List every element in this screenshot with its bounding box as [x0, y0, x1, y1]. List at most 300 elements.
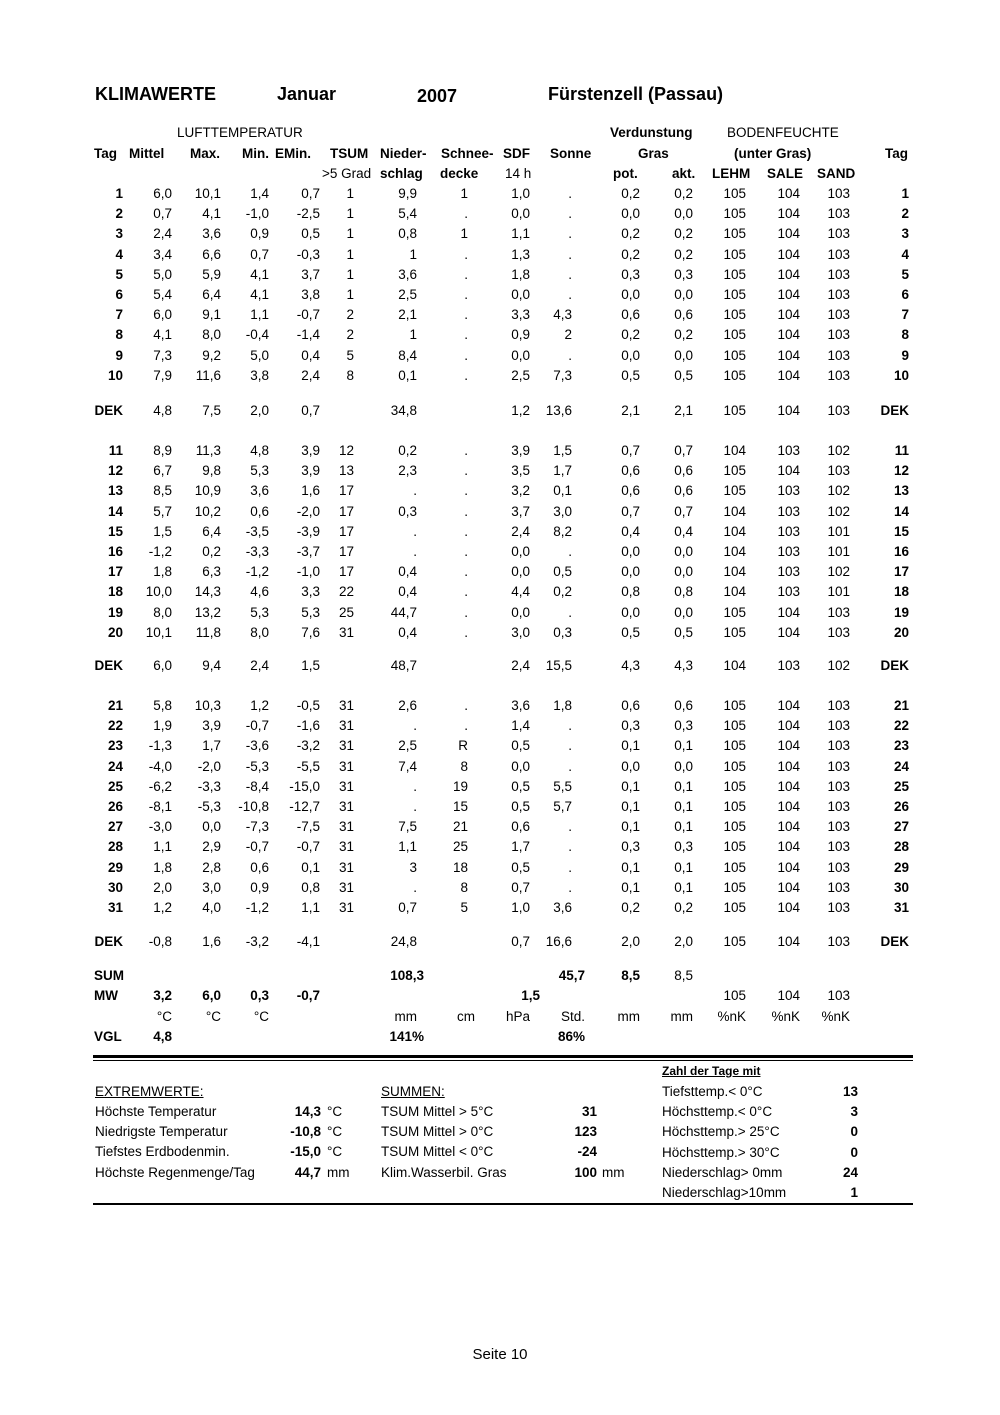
cell-max: 10,1	[194, 186, 221, 201]
cell-sonne: .	[568, 859, 572, 875]
cell-lehm: 104	[723, 503, 746, 519]
cell-tsum: 31	[338, 738, 354, 754]
cell-tag: 16	[107, 544, 123, 559]
vgl-nieder: 141%	[389, 1029, 424, 1044]
cell-nieder: 1	[409, 246, 417, 262]
cell-max: 10,9	[194, 483, 221, 499]
cell-nieder: 1	[409, 327, 417, 343]
tage-value: 1	[850, 1185, 858, 1200]
cell-min: -0,7	[245, 839, 269, 855]
cell-sdf: 3,9	[511, 443, 530, 458]
cell-pot: 4,3	[621, 658, 640, 673]
cell-tag-right: 20	[893, 624, 909, 640]
cell-tag: DEK	[94, 934, 123, 949]
cell-sonne: 5,7	[553, 799, 572, 814]
cell-sonne: 13,6	[545, 403, 572, 418]
cell-min: 3,8	[250, 367, 269, 383]
cell-mittel: 4,1	[153, 327, 172, 343]
cell-emin: -0,7	[296, 839, 320, 855]
cell-tag: 8	[115, 327, 123, 343]
cell-max: -2,0	[197, 758, 221, 774]
cell-akt: 0,2	[674, 327, 693, 343]
cell-tag-right: 26	[893, 799, 909, 814]
cell-sale: 104	[777, 900, 800, 915]
unit-min: °C	[253, 1009, 269, 1024]
cell-min: 0,7	[250, 246, 269, 262]
cell-sale: 104	[777, 327, 800, 343]
cell-lehm: 105	[723, 206, 746, 222]
cell-tsum: 31	[338, 698, 354, 713]
cell-sonne: 0,3	[553, 624, 572, 640]
cell-tag-right: 25	[893, 778, 909, 794]
cell-schnee: 8	[460, 879, 468, 895]
cell-max: 10,2	[194, 503, 221, 519]
cell-nieder: 8,4	[398, 347, 417, 363]
cell-max: 8,0	[202, 327, 221, 343]
cell-nieder: 1,1	[398, 839, 417, 855]
cell-emin: -3,2	[296, 738, 320, 754]
cell-tag-right: 8	[901, 327, 909, 343]
cell-schnee: .	[464, 718, 468, 734]
cell-sonne: 0,1	[553, 483, 572, 499]
cell-sand: 103	[827, 347, 850, 363]
cell-akt: 0,5	[674, 624, 693, 640]
cell-nieder: 7,4	[398, 758, 417, 774]
header-nieder-sub: schlag	[380, 166, 423, 181]
cell-mittel: -6,2	[148, 778, 172, 794]
cell-lehm: 104	[723, 658, 746, 673]
cell-mittel: -3,0	[148, 819, 172, 835]
cell-akt: 0,7	[674, 443, 693, 458]
cell-tag-right: 29	[893, 859, 909, 875]
cell-tag-right: 7	[901, 307, 909, 323]
cell-nieder: 0,2	[398, 443, 417, 458]
cell-pot: 0,3	[621, 839, 640, 855]
cell-sonne: .	[568, 604, 572, 620]
cell-tag: 17	[107, 564, 123, 580]
header-pot: pot.	[613, 166, 638, 181]
cell-sonne: .	[568, 206, 572, 222]
cell-tsum: 1	[346, 246, 354, 262]
cell-sale: 103	[777, 584, 800, 600]
tage-title: Zahl der Tage mit	[662, 1064, 761, 1078]
cell-akt: 0,0	[674, 564, 693, 580]
cell-tag-right: 27	[893, 819, 909, 835]
cell-sand: 101	[827, 584, 850, 600]
sum-akt: 8,5	[674, 968, 693, 983]
cell-sonne: .	[568, 758, 572, 774]
cell-emin: 7,6	[301, 624, 320, 640]
cell-lehm: 105	[723, 463, 746, 479]
cell-pot: 0,1	[621, 799, 640, 814]
header-sand: SAND	[817, 166, 856, 181]
cell-sand: 103	[827, 327, 850, 343]
unit-sand: %nK	[821, 1009, 850, 1024]
cell-sale: 104	[777, 287, 800, 302]
mw-sdf: 1,5	[521, 988, 540, 1003]
cell-sale: 103	[777, 483, 800, 499]
cell-sand: 103	[827, 604, 850, 620]
cell-mittel: -1,3	[148, 738, 172, 754]
cell-min: 1,1	[250, 307, 269, 323]
tage-label: Niederschlag> 0mm	[662, 1164, 783, 1180]
cell-mittel: 2,4	[153, 226, 172, 242]
header-sale: SALE	[767, 166, 804, 181]
cell-min: 4,8	[250, 443, 269, 458]
cell-akt: 0,2	[674, 246, 693, 262]
cell-min: -1,2	[245, 900, 269, 915]
cell-max: 1,7	[202, 738, 221, 754]
cell-tsum: 17	[338, 523, 354, 539]
summen-value: 123	[574, 1124, 597, 1140]
cell-sale: 103	[777, 658, 800, 673]
cell-mittel: 1,5	[153, 523, 172, 539]
sum-label: SUM	[94, 968, 124, 983]
cell-lehm: 105	[723, 839, 746, 855]
cell-tag-right: DEK	[880, 658, 909, 673]
cell-sdf: 1,0	[511, 186, 530, 201]
mw-emin: -0,7	[296, 988, 320, 1003]
cell-tag: 15	[107, 523, 123, 539]
cell-sdf: 2,5	[511, 367, 530, 383]
cell-pot: 0,1	[621, 879, 640, 895]
cell-sonne: 15,5	[545, 658, 572, 673]
cell-emin: -15,0	[289, 778, 320, 794]
cell-pot: 0,3	[621, 266, 640, 282]
divider-rule-thin	[93, 1060, 913, 1061]
cell-schnee: 19	[452, 778, 468, 794]
cell-sale: 104	[777, 799, 800, 814]
cell-emin: -0,7	[296, 307, 320, 323]
cell-sdf: 1,1	[511, 226, 530, 242]
cell-pot: 0,1	[621, 819, 640, 835]
cell-nieder: 3	[409, 859, 417, 875]
cell-sale: 103	[777, 544, 800, 559]
cell-nieder: 9,9	[398, 186, 417, 201]
cell-sand: 103	[827, 738, 850, 754]
cell-max: 4,0	[202, 900, 221, 915]
cell-tsum: 13	[338, 463, 354, 479]
cell-min: 5,3	[250, 604, 269, 620]
cell-sdf: 1,7	[511, 839, 530, 855]
cell-akt: 0,1	[674, 859, 693, 875]
cell-emin: -1,6	[296, 718, 320, 734]
cell-tag-right: 1	[901, 186, 909, 201]
cell-pot: 0,1	[621, 859, 640, 875]
header-tsum-sub: >5 Grad	[322, 166, 372, 181]
cell-max: 6,4	[202, 287, 221, 302]
cell-nieder: 0,7	[398, 900, 417, 915]
cell-mittel: -0,8	[148, 934, 172, 949]
cell-emin: -7,5	[296, 819, 320, 835]
unit-pot: mm	[617, 1009, 640, 1024]
cell-schnee: .	[464, 503, 468, 519]
cell-emin: -2,5	[296, 206, 320, 222]
cell-sand: 103	[827, 718, 850, 734]
cell-min: -3,2	[245, 934, 269, 949]
cell-pot: 0,2	[621, 226, 640, 242]
cell-pot: 0,8	[621, 584, 640, 600]
cell-akt: 0,1	[674, 738, 693, 754]
cell-schnee: 21	[452, 819, 468, 835]
cell-pot: 0,0	[621, 287, 640, 302]
cell-sand: 103	[827, 403, 850, 418]
cell-emin: 0,5	[301, 226, 320, 242]
header-tag-right: Tag	[885, 146, 908, 161]
cell-sand: 103	[827, 206, 850, 222]
cell-pot: 0,3	[621, 718, 640, 734]
cell-min: 5,0	[250, 347, 269, 363]
cell-sale: 104	[777, 604, 800, 620]
tage-value: 24	[842, 1164, 858, 1180]
cell-mittel: 8,0	[153, 604, 172, 620]
cell-emin: 5,3	[301, 604, 320, 620]
cell-emin: 1,5	[301, 658, 320, 673]
cell-tsum: 22	[338, 584, 354, 600]
cell-max: 3,6	[202, 226, 221, 242]
extremwert-value: -10,8	[290, 1124, 321, 1140]
cell-emin: -5,5	[296, 758, 320, 774]
cell-tag: DEK	[94, 658, 123, 673]
unit-lehm: %nK	[717, 1009, 746, 1024]
cell-sale: 104	[777, 624, 800, 640]
cell-nieder: .	[413, 523, 417, 539]
cell-sdf: 4,4	[511, 584, 530, 600]
cell-tsum: 31	[338, 839, 354, 855]
cell-tag: 7	[115, 307, 123, 323]
cell-sale: 104	[777, 463, 800, 479]
summen-value: 100	[574, 1164, 597, 1180]
cell-pot: 0,0	[621, 604, 640, 620]
cell-pot: 0,6	[621, 307, 640, 323]
vgl-sonne: 86%	[557, 1029, 585, 1044]
cell-tag: DEK	[94, 403, 123, 418]
cell-emin: 1,1	[301, 900, 320, 915]
cell-lehm: 105	[723, 799, 746, 814]
extremwert-value: 44,7	[294, 1164, 321, 1180]
unit-nieder: mm	[394, 1009, 417, 1024]
cell-sale: 103	[777, 564, 800, 580]
unit-schnee: cm	[457, 1009, 475, 1024]
cell-max: 9,1	[202, 307, 221, 323]
sum-nieder: 108,3	[390, 968, 424, 983]
cell-max: -5,3	[197, 799, 221, 814]
mw-lehm: 105	[723, 988, 746, 1003]
extremwert-label: Höchste Temperatur	[95, 1104, 217, 1119]
mw-max: 6,0	[202, 988, 221, 1003]
cell-pot: 2,1	[621, 403, 640, 418]
cell-sonne: 2	[564, 327, 572, 343]
cell-pot: 0,7	[621, 503, 640, 519]
cell-pot: 0,0	[621, 758, 640, 774]
cell-sand: 103	[827, 246, 850, 262]
cell-lehm: 105	[723, 819, 746, 835]
cell-pot: 2,0	[621, 934, 640, 949]
cell-sale: 104	[777, 758, 800, 774]
cell-nieder: 0,4	[398, 564, 417, 580]
unit-mittel: °C	[156, 1009, 172, 1024]
cell-emin: -3,7	[296, 544, 320, 559]
cell-max: 11,3	[195, 443, 221, 458]
cell-mittel: 1,8	[153, 564, 172, 580]
cell-sdf: 3,0	[511, 624, 530, 640]
cell-schnee: 18	[452, 859, 468, 875]
cell-sdf: 0,7	[511, 879, 530, 895]
cell-emin: 0,1	[301, 859, 320, 875]
month-label: Januar	[277, 84, 337, 104]
cell-schnee: .	[464, 698, 468, 713]
cell-tag-right: 28	[893, 839, 909, 855]
unit-sale: %nK	[771, 1009, 800, 1024]
cell-tag-right: 9	[901, 347, 909, 363]
cell-nieder: .	[413, 483, 417, 499]
cell-schnee: .	[464, 463, 468, 479]
cell-schnee: 8	[460, 758, 468, 774]
header-max: Max.	[190, 146, 221, 161]
cell-schnee: .	[464, 523, 468, 539]
cell-nieder: .	[413, 879, 417, 895]
cell-min: 4,1	[250, 287, 269, 302]
unit-akt: mm	[670, 1009, 693, 1024]
cell-akt: 0,6	[674, 483, 693, 499]
cell-mittel: 10,1	[145, 624, 172, 640]
cell-nieder: 24,8	[390, 934, 417, 949]
extremwert-unit: °C	[327, 1124, 343, 1140]
cell-tag: 31	[107, 900, 123, 915]
cell-lehm: 105	[723, 758, 746, 774]
cell-sdf: 1,4	[511, 718, 530, 734]
summen-label: TSUM Mittel > 0°C	[381, 1124, 494, 1140]
cell-tsum: 2	[346, 307, 354, 323]
cell-pot: 0,2	[621, 186, 640, 201]
cell-min: 4,6	[250, 584, 269, 600]
cell-lehm: 104	[723, 443, 746, 458]
cell-min: -5,3	[245, 758, 269, 774]
cell-tag-right: 24	[893, 758, 909, 774]
cell-sand: 102	[827, 443, 850, 458]
cell-tag: 19	[107, 604, 123, 620]
cell-sand: 102	[827, 564, 850, 580]
cell-sand: 103	[827, 758, 850, 774]
cell-sale: 104	[777, 347, 800, 363]
extremwert-label: Höchste Regenmenge/Tag	[95, 1164, 255, 1180]
cell-min: 0,6	[250, 859, 269, 875]
cell-lehm: 105	[723, 778, 746, 794]
cell-schnee: .	[464, 367, 468, 383]
cell-sonne: 5,5	[553, 778, 572, 794]
cell-tag: 1	[115, 186, 123, 201]
cell-max: 9,4	[202, 658, 221, 673]
cell-sale: 104	[777, 859, 800, 875]
cell-sdf: 0,7	[511, 934, 530, 949]
cell-max: 11,6	[195, 367, 221, 383]
cell-tag-right: 16	[893, 544, 909, 559]
cell-mittel: -8,1	[148, 799, 172, 814]
cell-lehm: 105	[723, 698, 746, 713]
cell-lehm: 105	[723, 879, 746, 895]
cell-sand: 103	[827, 307, 850, 323]
cell-akt: 2,0	[674, 934, 693, 949]
mw-min: 0,3	[250, 988, 269, 1003]
cell-sonne: .	[568, 718, 572, 734]
cell-min: 0,6	[250, 503, 269, 519]
header-verdunstung: Verdunstung	[610, 125, 693, 140]
cell-mittel: 1,9	[153, 718, 172, 734]
tage-value: 0	[850, 1124, 858, 1140]
cell-emin: -0,3	[296, 246, 320, 262]
cell-pot: 0,1	[621, 778, 640, 794]
cell-tsum: 17	[338, 483, 354, 499]
cell-max: 0,0	[202, 819, 221, 835]
cell-pot: 0,6	[621, 483, 640, 499]
cell-sonne: .	[568, 186, 572, 201]
cell-tag: 25	[107, 778, 123, 794]
cell-nieder: 0,3	[398, 503, 417, 519]
cell-lehm: 105	[723, 226, 746, 242]
cell-max: 1,6	[202, 934, 221, 949]
cell-sand: 103	[827, 226, 850, 242]
cell-mittel: 2,0	[153, 879, 172, 895]
cell-sale: 104	[777, 934, 800, 949]
cell-min: 2,4	[250, 658, 269, 673]
cell-akt: 0,5	[674, 367, 693, 383]
cell-sdf: 1,0	[511, 900, 530, 915]
cell-tsum: 31	[338, 900, 354, 915]
cell-schnee: 25	[452, 839, 468, 855]
cell-mittel: 8,9	[153, 443, 172, 458]
cell-mittel: 1,8	[153, 859, 172, 875]
cell-lehm: 105	[723, 900, 746, 915]
cell-tag-right: DEK	[880, 934, 909, 949]
cell-sonne: .	[568, 287, 572, 302]
cell-nieder: 2,5	[398, 738, 417, 754]
cell-lehm: 104	[723, 544, 746, 559]
cell-schnee: .	[464, 307, 468, 323]
cell-tag-right: 2	[901, 206, 909, 222]
cell-emin: -1,0	[296, 564, 320, 580]
cell-max: 13,2	[194, 604, 221, 620]
summen-label: Klim.Wasserbil. Gras	[381, 1164, 507, 1180]
cell-tag-right: 12	[893, 463, 909, 479]
cell-sale: 104	[777, 186, 800, 201]
cell-schnee: 1	[460, 226, 468, 242]
cell-akt: 0,3	[674, 718, 693, 734]
cell-nieder: 7,5	[398, 819, 417, 835]
cell-min: -1,0	[245, 206, 269, 222]
cell-sonne: 0,2	[553, 584, 572, 600]
header-schnee: Schnee-	[441, 146, 494, 161]
cell-sdf: 3,6	[511, 698, 530, 713]
cell-sale: 104	[777, 698, 800, 713]
cell-mittel: 1,1	[153, 839, 172, 855]
cell-schnee: .	[464, 483, 468, 499]
cell-sonne: .	[568, 819, 572, 835]
cell-sand: 101	[827, 544, 850, 559]
header-bodenfeuchte: BODENFEUCHTE	[727, 125, 839, 140]
mw-label: MW	[94, 988, 118, 1003]
sum-pot: 8,5	[621, 968, 640, 983]
cell-sonne: .	[568, 879, 572, 895]
cell-tag: 9	[115, 347, 123, 363]
cell-emin: -12,7	[289, 799, 320, 814]
cell-nieder: 34,8	[390, 403, 417, 418]
extremwert-label: Niedrigste Temperatur	[95, 1124, 228, 1140]
cell-nieder: 48,7	[390, 658, 417, 673]
cell-max: 9,2	[202, 347, 221, 363]
cell-lehm: 105	[723, 367, 746, 383]
cell-sand: 103	[827, 900, 850, 915]
cell-pot: 0,6	[621, 698, 640, 713]
